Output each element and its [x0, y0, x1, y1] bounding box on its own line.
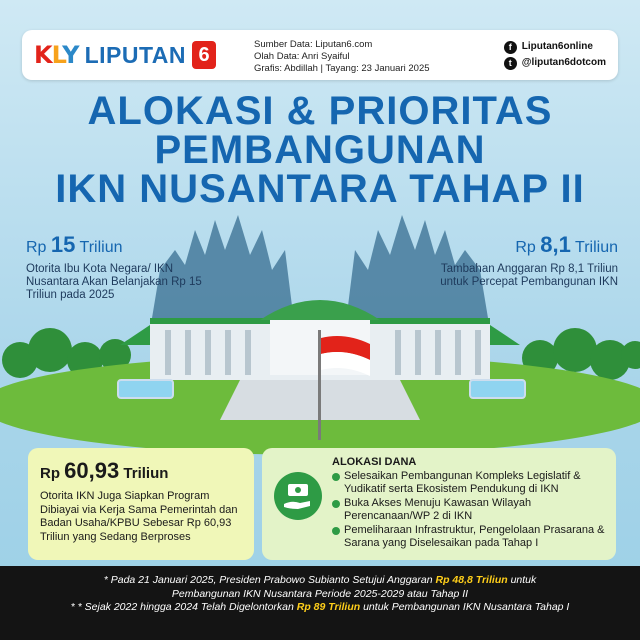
liputan6-logo[interactable] [34, 40, 216, 70]
footer-note-2-b: untuk Pembangunan IKN Nusantara Tahap I [363, 601, 570, 613]
meta-source: Sumber Data: Liputan6.com [254, 39, 373, 50]
flagpole [318, 330, 321, 440]
footer-note-1-b: untuk [510, 574, 537, 586]
title-line-2: PEMBANGUNAN [154, 128, 486, 172]
bullet-icon [332, 473, 340, 481]
right-unit: Triliun [575, 239, 618, 256]
alokasi-item [332, 497, 606, 523]
logo-six-badge: 6 [192, 41, 216, 69]
kpbu-desc: Otorita IKN Juga Siapkan Program Dibiayai via Kerja Sama Pemerintah dan Badan Usaha/KPBU Sebesar Rp 60,93 Triliun yang Sedang Berproses [40, 490, 238, 543]
footer-note-1-cont: Pembangunan IKN Nusantara Periode 2025-2029 atau Tahap II [171, 587, 469, 600]
facebook-handle: Liputan6online [521, 41, 593, 52]
meta-graphic: Grafis: Abdillah | Tayang: 23 Januari 2025 [254, 63, 430, 74]
bullet-icon [332, 500, 340, 508]
kpbu-value: 60,93 [64, 458, 120, 483]
footer-note-2-a: * * Sejak 2022 hingga 2024 Telah Digelontorkan [70, 601, 294, 613]
meta-data: Olah Data: Anri Syaiful [254, 51, 350, 62]
alokasi-dana-box [262, 448, 616, 560]
alokasi-item [332, 470, 606, 496]
twitter-handle: @liputan6dotcom [521, 57, 606, 68]
pool-right [470, 380, 525, 398]
twitter-link[interactable] [504, 55, 606, 71]
left-value: 15 [50, 232, 76, 257]
footer-note-1 [0, 574, 640, 588]
kpbu-unit: Triliun [123, 465, 169, 482]
right-value: 8,1 [540, 232, 571, 257]
left-info [26, 232, 206, 302]
footer-note-2 [0, 601, 640, 615]
footer-note-2-highlight: Rp 89 Triliun [296, 601, 361, 613]
header-bar [22, 30, 618, 80]
alokasi-item-text: Buka Akses Menuju Kawasan Wilayah Perencanaan/WP 2 di IKN [344, 497, 532, 522]
alokasi-item-text: Pemeliharaan Infrastruktur, Pengelolaan Prasarana & Sarana yang Diselesaikan pada Tahap I [344, 524, 605, 549]
facebook-icon: f [504, 41, 517, 54]
right-info [428, 232, 618, 289]
facebook-link[interactable] [504, 39, 606, 55]
title-line-1: ALOKASI & PRIORITAS [87, 89, 553, 133]
kly-logo: KLY [34, 41, 79, 69]
left-prefix: Rp [26, 239, 47, 256]
pool-left [118, 380, 173, 398]
left-desc: Otorita Ibu Kota Negara/ IKN Nusantara Akan Belanjakan Rp 15 Triliun pada 2025 [26, 263, 202, 301]
alokasi-item-text: Selesaikan Pembangunan Kompleks Legislatif & Yudikatif serta Ekosistem Pendukung di IKN [344, 470, 581, 495]
logo-liputan-text: LIPUTAN [84, 41, 187, 68]
kpbu-box [28, 448, 254, 560]
footer-notes [0, 566, 640, 640]
left-amount [26, 232, 206, 261]
right-desc: Tambahan Anggaran Rp 8,1 Triliun untuk Percepat Pembangunan IKN [440, 263, 618, 288]
twitter-icon: t [504, 57, 517, 70]
source-meta [254, 39, 430, 75]
alokasi-item [332, 524, 606, 550]
footer-note-1-a: * Pada 21 Januari 2025, Presiden Prabowo Subianto Setujui Anggaran [103, 574, 433, 586]
social-links [504, 39, 606, 71]
kpbu-amount [40, 458, 242, 484]
footer-note-1-highlight: Rp 48,8 Triliun [435, 574, 508, 586]
kpbu-prefix: Rp [40, 465, 60, 482]
bullet-icon [332, 527, 340, 535]
title-line-3: IKN NUSANTARA TAHAP II [55, 167, 585, 211]
left-unit: Triliun [79, 239, 123, 256]
page-title [0, 89, 640, 211]
money-hand-icon [274, 472, 322, 520]
alokasi-title: ALOKASI DANA [332, 456, 417, 468]
right-amount [428, 232, 618, 261]
right-prefix: Rp [515, 239, 536, 256]
